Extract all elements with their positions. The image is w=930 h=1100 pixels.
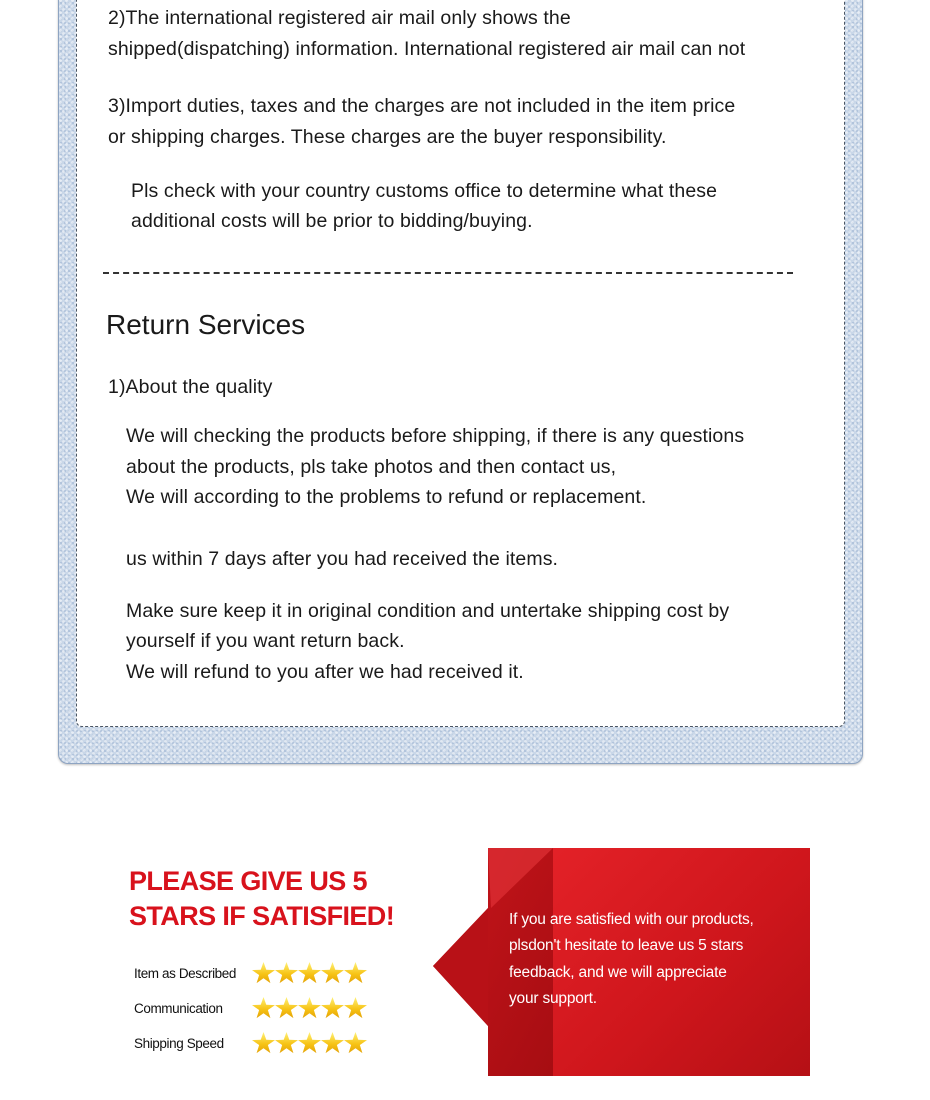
star-icon <box>252 997 275 1019</box>
feedback-headline-line-1: PLEASE GIVE US 5 <box>129 866 367 896</box>
star-icon <box>321 1032 344 1054</box>
feedback-message-line-1: If you are satisfied with our products, <box>509 911 754 928</box>
rating-row-communication <box>134 995 367 1021</box>
section-divider <box>103 272 793 274</box>
star-rating <box>252 1032 367 1054</box>
customs-note-line-2: additional costs will be prior to bidding/buying. <box>131 210 533 232</box>
star-icon <box>298 997 321 1019</box>
shipping-point-3-line-1: 3)Import duties, taxes and the charges are not included in the item price <box>108 95 736 117</box>
return-para-1-line-3: We will according to the problems to refund or replacement. <box>126 486 647 508</box>
rating-label: Shipping Speed <box>134 1035 224 1051</box>
shipping-point-3-line-2: or shipping charges. These charges are the buyer responsibility. <box>108 126 667 148</box>
return-para-3-line-1: Make sure keep it in original condition and untertake shipping cost by <box>126 600 730 622</box>
star-icon <box>344 997 367 1019</box>
shipping-point-2-line-1: 2)The international registered air mail only shows the <box>108 7 571 29</box>
star-icon <box>321 962 344 984</box>
star-icon <box>275 962 298 984</box>
rating-row-item-as-described <box>134 960 367 986</box>
feedback-message-line-2: plsdon't hesitate to leave us 5 stars <box>509 937 744 954</box>
feedback-message-line-4: your support. <box>509 990 597 1007</box>
star-icon <box>275 997 298 1019</box>
star-rating <box>252 962 367 984</box>
customs-note-line-1: Pls check with your country customs office to determine what these <box>131 180 718 202</box>
feedback-message-line-3: feedback, and we will appreciate <box>509 964 727 981</box>
return-point-1: 1)About the quality <box>108 376 273 398</box>
star-icon <box>344 1032 367 1054</box>
star-icon <box>252 962 275 984</box>
return-para-2-line-1: us within 7 days after you had received the items. <box>126 548 559 570</box>
return-para-1-line-1: We will checking the products before shipping, if there is any questions <box>126 425 745 447</box>
rating-label: Item as Described <box>134 965 236 981</box>
rating-label: Communication <box>134 1000 223 1016</box>
star-icon <box>298 1032 321 1054</box>
rating-row-shipping-speed <box>134 1030 367 1056</box>
star-rating <box>252 997 367 1019</box>
star-icon <box>275 1032 298 1054</box>
star-icon <box>321 997 344 1019</box>
return-para-1-line-2: about the products, pls take photos and then contact us, <box>126 456 617 478</box>
star-icon <box>344 962 367 984</box>
return-para-3-line-3: We will refund to you after we had received it. <box>126 661 524 683</box>
shipping-point-2-line-2: shipped(dispatching) information. International registered air mail can not <box>108 38 746 60</box>
feedback-headline-line-2: STARS IF SATISFIED! <box>129 901 395 931</box>
return-para-3-line-2: yourself if you want return back. <box>126 630 405 652</box>
return-services-title: Return Services <box>106 309 306 340</box>
star-icon <box>298 962 321 984</box>
star-icon <box>252 1032 275 1054</box>
